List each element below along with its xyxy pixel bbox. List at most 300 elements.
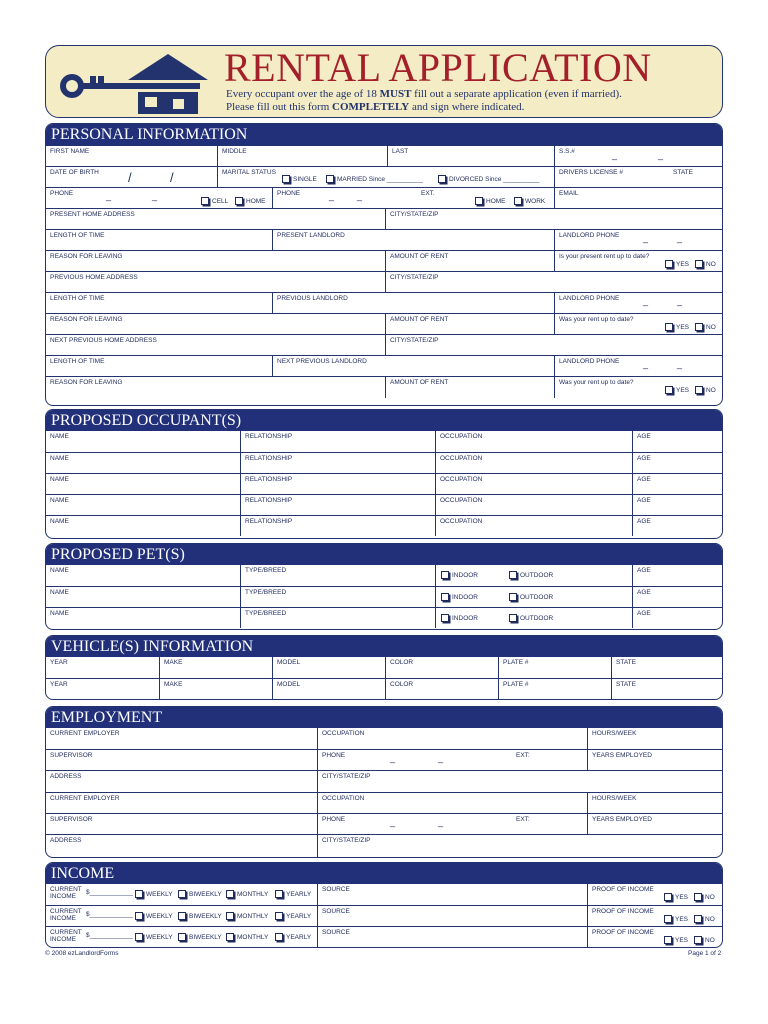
occupant-occupation-field-label: OCCUPATION <box>440 518 483 525</box>
checkbox-box[interactable] <box>509 571 517 579</box>
pet-age-field[interactable] <box>632 565 723 586</box>
vehicle-model-field[interactable] <box>272 657 385 678</box>
present-address-field[interactable]: PRESENT HOME ADDRESS <box>50 211 135 218</box>
outdoor-checkbox[interactable] <box>509 571 553 579</box>
proof-yes-checkbox[interactable] <box>664 915 688 923</box>
pet-type-field-label: TYPE/BREED <box>245 610 287 617</box>
checkbox-box[interactable] <box>275 933 283 941</box>
checkbox-box[interactable] <box>664 893 672 901</box>
pet-age-field[interactable] <box>632 587 723 607</box>
employer-city-field-label: CITY/STATE/ZIP <box>322 837 371 844</box>
section-title: PERSONAL INFORMATION <box>46 124 722 145</box>
occupant-relationship-field[interactable] <box>240 474 435 494</box>
years-employed-field-label: YEARS EMPLOYED <box>592 752 652 759</box>
vehicle-year-field-label: YEAR <box>50 681 68 688</box>
biweekly-checkbox-label: BIWEEKLY <box>189 933 222 941</box>
pet-row <box>46 607 722 628</box>
pet-age-field-label: AGE <box>637 567 651 574</box>
occupant-occupation-field[interactable] <box>435 431 632 452</box>
checkbox-box[interactable] <box>694 893 702 901</box>
vehicle-color-field-label: COLOR <box>390 681 414 688</box>
occupant-name-field[interactable] <box>46 474 240 494</box>
vehicles-section <box>45 635 723 700</box>
outdoor-checkbox[interactable] <box>509 614 553 622</box>
section-title: EMPLOYMENT <box>46 707 722 728</box>
biweekly-checkbox[interactable] <box>178 933 222 941</box>
section-title: VEHICLE(S) INFORMATION <box>46 636 722 657</box>
occupant-occupation-field-label: OCCUPATION <box>440 433 483 440</box>
occupant-row <box>46 431 722 452</box>
proof-of-income-field-label: PROOF OF INCOME <box>592 929 654 936</box>
present-landlord-field[interactable]: PRESENT LANDLORD <box>272 230 554 250</box>
checkbox-box[interactable] <box>664 915 672 923</box>
drivers-license-field[interactable]: DRIVERS LICENSE # STATE <box>554 167 723 187</box>
occupant-age-field[interactable] <box>632 431 723 452</box>
proof-no-checkbox[interactable] <box>694 915 715 923</box>
employer-field[interactable] <box>46 728 317 749</box>
occupant-name-field[interactable] <box>46 453 240 473</box>
previous-city-field[interactable]: CITY/STATE/ZIP <box>385 272 723 292</box>
form-header <box>45 45 723 118</box>
employer-field[interactable] <box>46 793 317 813</box>
previous-reason-field[interactable]: REASON FOR LEAVING <box>50 316 123 323</box>
previous-address-row <box>46 271 722 292</box>
occupant-row <box>46 494 722 515</box>
yearly-checkbox-label: YEARLY <box>286 912 312 920</box>
employer-row <box>46 728 722 749</box>
proof-yes-checkbox-label: YES <box>675 915 689 923</box>
income-amount-line: $____________ <box>86 911 133 918</box>
indoor-checkbox-label: INDOOR <box>452 593 478 601</box>
proof-of-income-field[interactable] <box>587 884 723 905</box>
vehicle-row <box>46 657 722 678</box>
pet-name-field-label: NAME <box>50 589 69 596</box>
next-previous-reason-row <box>46 376 722 398</box>
next-previous-landlord-phone-field[interactable]: LANDLORD PHONE _ _ <box>554 356 723 376</box>
income-source-field[interactable] <box>317 884 587 905</box>
occupant-age-field[interactable] <box>632 495 723 515</box>
vehicle-model-field-label: MODEL <box>277 681 301 688</box>
pet-age-field[interactable] <box>632 608 723 628</box>
checkbox-box[interactable] <box>178 933 186 941</box>
employer-address-field-label: ADDRESS <box>50 773 82 780</box>
biweekly-checkbox[interactable] <box>178 912 222 920</box>
occupant-occupation-field-label: OCCUPATION <box>440 455 483 462</box>
vehicle-year-field-label: YEAR <box>50 659 68 666</box>
biweekly-checkbox-label: BIWEEKLY <box>189 890 222 898</box>
pet-age-field-label: AGE <box>637 610 651 617</box>
work-checkbox[interactable]: WORK <box>514 197 545 205</box>
vehicle-row <box>46 678 722 699</box>
checkbox-box[interactable] <box>275 890 283 898</box>
income-row <box>46 884 722 905</box>
monthly-checkbox[interactable] <box>226 890 268 898</box>
previous-length-field[interactable]: LENGTH OF TIME <box>50 295 105 302</box>
present-uptodate-field: Is your present rent up to date? YES NO <box>554 251 723 271</box>
indoor-checkbox-label: INDOOR <box>452 614 478 622</box>
employment-occupation-field-label: OCCUPATION <box>322 795 365 802</box>
vehicle-state-field[interactable] <box>611 657 723 678</box>
yearly-checkbox-label: YEARLY <box>286 933 312 941</box>
employer-field-label: CURRENT EMPLOYER <box>50 795 120 802</box>
occupant-age-field[interactable] <box>632 516 723 536</box>
supervisor-row <box>46 813 722 834</box>
employer-address-row <box>46 770 722 792</box>
proof-yes-checkbox-label: YES <box>675 936 689 944</box>
proof-no-checkbox-label: NO <box>705 936 715 944</box>
pet-row <box>46 586 722 607</box>
previous-reason-row <box>46 313 722 334</box>
occupant-age-field[interactable] <box>632 453 723 473</box>
key-house-logo <box>58 52 223 114</box>
years-employed-field[interactable] <box>587 814 723 834</box>
income-source-field-label: SOURCE <box>322 886 350 893</box>
occupant-age-field-label: AGE <box>637 497 651 504</box>
occupant-relationship-field[interactable] <box>240 453 435 473</box>
indoor-checkbox-label: INDOOR <box>452 571 478 579</box>
supervisor-row <box>46 749 722 770</box>
employer-row <box>46 792 722 813</box>
occupant-row <box>46 473 722 494</box>
supervisor-field[interactable] <box>46 814 317 834</box>
name-row <box>46 145 722 166</box>
vehicle-color-field-label: COLOR <box>390 659 414 666</box>
section-title: PROPOSED OCCUPANT(S) <box>46 410 722 431</box>
income-amount-line: $____________ <box>86 889 133 896</box>
current-income-field[interactable] <box>46 884 317 905</box>
next-previous-rent-field[interactable]: AMOUNT OF RENT <box>385 377 554 398</box>
employer-phone-field[interactable] <box>317 814 587 834</box>
checkbox-box[interactable] <box>226 890 234 898</box>
phone-dash: _ <box>438 753 444 763</box>
checkbox-box[interactable] <box>178 890 186 898</box>
pet-type-field-label: TYPE/BREED <box>245 567 287 574</box>
present-landlord-phone-field[interactable]: LANDLORD PHONE _ _ <box>554 230 723 250</box>
years-employed-field[interactable] <box>587 750 723 770</box>
email-field[interactable]: EMAIL <box>554 188 723 208</box>
second-phone-field[interactable]: PHONE _ _ EXT. HOME WORK <box>272 188 554 208</box>
employer-address-row <box>46 834 722 857</box>
pet-name-field-label: NAME <box>50 610 69 617</box>
hours-week-field[interactable] <box>587 728 723 749</box>
proof-of-income-field-label: PROOF OF INCOME <box>592 886 654 893</box>
employer-field-label: CURRENT EMPLOYER <box>50 730 120 737</box>
pet-location-field[interactable] <box>435 608 632 628</box>
checkbox-box[interactable] <box>694 936 702 944</box>
phone-dash: _ <box>438 817 444 827</box>
pet-row <box>46 565 722 586</box>
previous-rent-field[interactable]: AMOUNT OF RENT <box>385 314 554 334</box>
checkbox-box[interactable] <box>135 890 143 898</box>
checkbox-box[interactable] <box>509 593 517 601</box>
vehicle-make-field[interactable] <box>159 657 272 678</box>
weekly-checkbox-label: WEEKLY <box>146 933 173 941</box>
cell-checkbox[interactable]: CELL <box>201 197 228 205</box>
occupant-name-field-label: NAME <box>50 433 69 440</box>
present-reason-field[interactable]: REASON FOR LEAVING <box>50 253 123 260</box>
checkbox-box[interactable] <box>509 614 517 622</box>
present-length-field[interactable]: LENGTH OF TIME <box>50 232 105 239</box>
proof-yes-checkbox-label: YES <box>675 893 689 901</box>
indoor-checkbox[interactable] <box>441 571 478 579</box>
marital-status-field: MARITAL STATUS SINGLE MARRIED Since __________ DIVORCED Since __________ <box>217 167 554 187</box>
years-employed-field-label: YEARS EMPLOYED <box>592 816 652 823</box>
hours-week-field-label: HOURS/WEEK <box>592 795 637 802</box>
current-income-field-label: INCOME <box>50 915 76 922</box>
indoor-checkbox[interactable] <box>441 593 478 601</box>
occupant-age-field[interactable] <box>632 474 723 494</box>
income-row <box>46 905 722 926</box>
employer-city-field[interactable] <box>317 771 723 792</box>
income-row <box>46 926 722 947</box>
proof-no-checkbox[interactable] <box>694 936 715 944</box>
previous-landlord-phone-field[interactable]: LANDLORD PHONE _ _ <box>554 293 723 313</box>
proof-of-income-field-label: PROOF OF INCOME <box>592 908 654 915</box>
employer-phone-field-label: PHONE <box>322 752 346 759</box>
income-amount-line: $____________ <box>86 932 133 939</box>
outdoor-checkbox-label: OUTDOOR <box>520 614 554 622</box>
pet-location-field[interactable] <box>435 587 632 607</box>
supervisor-field-label: SUPERVISOR <box>50 752 93 759</box>
pet-name-field[interactable] <box>46 587 240 607</box>
employer-phone-field-label: PHONE <box>322 816 346 823</box>
previous-landlord-field[interactable]: PREVIOUS LANDLORD <box>272 293 554 313</box>
weekly-checkbox[interactable] <box>135 933 173 941</box>
divorced-checkbox[interactable]: DIVORCED Since __________ <box>438 175 539 183</box>
pet-name-field[interactable] <box>46 608 240 628</box>
vehicle-color-field[interactable] <box>385 657 498 678</box>
checkbox-box[interactable] <box>441 593 449 601</box>
yearly-checkbox[interactable] <box>275 933 311 941</box>
copyright-text: © 2008 ezLandlordForms <box>45 950 119 957</box>
occupant-name-field[interactable] <box>46 495 240 515</box>
vehicle-state-field-label: STATE <box>616 681 636 688</box>
section-title: PROPOSED PET(S) <box>46 544 722 565</box>
employment-occupation-field[interactable] <box>317 728 587 749</box>
occupant-relationship-field[interactable] <box>240 431 435 452</box>
income-section <box>45 862 723 948</box>
supervisor-field[interactable] <box>46 750 317 770</box>
biweekly-checkbox[interactable] <box>178 890 222 898</box>
vehicle-make-field-label: MAKE <box>164 681 183 688</box>
home-checkbox-2[interactable]: HOME <box>475 197 506 205</box>
yearly-checkbox[interactable] <box>275 912 311 920</box>
present-rent-field[interactable]: AMOUNT OF RENT <box>385 251 554 271</box>
biweekly-checkbox-label: BIWEEKLY <box>189 912 222 920</box>
section-title: INCOME <box>46 863 722 884</box>
present-landlord-row <box>46 229 722 250</box>
vehicle-make-field[interactable] <box>159 679 272 699</box>
employer-city-field[interactable] <box>317 835 723 857</box>
hours-week-field[interactable] <box>587 793 723 813</box>
previous-uptodate-field: Was your rent up to date? YES NO <box>554 314 723 334</box>
next-previous-address-row <box>46 334 722 355</box>
pet-type-field-label: TYPE/BREED <box>245 589 287 596</box>
proposed-occupants-section <box>45 409 723 539</box>
employment-section <box>45 706 723 858</box>
present-yes-checkbox[interactable]: YES <box>665 260 689 268</box>
outdoor-checkbox-label: OUTDOOR <box>520 593 554 601</box>
single-checkbox[interactable]: SINGLE <box>282 175 317 183</box>
occupant-age-field-label: AGE <box>637 455 651 462</box>
outdoor-checkbox-label: OUTDOOR <box>520 571 554 579</box>
income-source-field[interactable] <box>317 906 587 926</box>
monthly-checkbox-label: MONTHLY <box>237 912 269 920</box>
previous-landlord-row <box>46 292 722 313</box>
page-number: Page 1 of 2 <box>688 950 722 957</box>
present-city-field[interactable]: CITY/STATE/ZIP <box>385 209 723 229</box>
occupant-age-field-label: AGE <box>637 433 651 440</box>
current-income-field-label: CURRENT <box>50 886 82 893</box>
first-name-field[interactable]: FIRST NAME <box>50 148 90 155</box>
pet-type-field[interactable] <box>240 565 435 586</box>
married-checkbox[interactable]: MARRIED Since __________ <box>326 175 423 183</box>
next-previous-yes-checkbox[interactable]: YES <box>665 386 689 394</box>
checkbox-box[interactable] <box>441 571 449 579</box>
occupant-occupation-field[interactable] <box>435 516 632 536</box>
proof-of-income-field[interactable] <box>587 906 723 926</box>
form-title: RENTAL APPLICATION <box>224 45 652 90</box>
occupant-occupation-field[interactable] <box>435 495 632 515</box>
next-previous-no-checkbox[interactable]: NO <box>695 386 716 394</box>
checkbox-box[interactable] <box>226 912 234 920</box>
vehicle-plate-field-label: PLATE # <box>503 659 529 666</box>
occupant-occupation-field[interactable] <box>435 453 632 473</box>
home-checkbox[interactable]: HOME <box>235 197 266 205</box>
last-name-field[interactable]: LAST <box>387 146 554 166</box>
occupant-name-field-label: NAME <box>50 476 69 483</box>
vehicle-model-field[interactable] <box>272 679 385 699</box>
occupant-occupation-field-label: OCCUPATION <box>440 476 483 483</box>
occupant-occupation-field[interactable] <box>435 474 632 494</box>
hours-week-field-label: HOURS/WEEK <box>592 730 637 737</box>
occupant-age-field-label: AGE <box>637 518 651 525</box>
employer-address-field[interactable] <box>46 771 317 792</box>
current-income-field[interactable] <box>46 927 317 947</box>
vehicle-make-field-label: MAKE <box>164 659 183 666</box>
pet-type-field[interactable] <box>240 587 435 607</box>
occupant-relationship-field-label: RELATIONSHIP <box>245 518 293 525</box>
occupant-name-field-label: NAME <box>50 497 69 504</box>
checkbox-box[interactable] <box>226 933 234 941</box>
phone-field[interactable]: PHONE _ _ CELL HOME <box>50 190 266 205</box>
current-income-field[interactable] <box>46 906 317 926</box>
phone-dash: _ <box>390 753 396 763</box>
occupant-relationship-field-label: RELATIONSHIP <box>245 455 293 462</box>
checkbox-box[interactable] <box>664 936 672 944</box>
monthly-checkbox[interactable] <box>226 912 268 920</box>
checkbox-box[interactable] <box>135 912 143 920</box>
proof-yes-checkbox[interactable] <box>664 936 688 944</box>
occupant-relationship-field-label: RELATIONSHIP <box>245 433 293 440</box>
next-previous-landlord-row <box>46 355 722 376</box>
occupant-relationship-field-label: RELATIONSHIP <box>245 497 293 504</box>
next-previous-address-field[interactable]: NEXT PREVIOUS HOME ADDRESS <box>50 337 157 344</box>
next-previous-landlord-field[interactable]: NEXT PREVIOUS LANDLORD <box>272 356 554 376</box>
income-source-field-label: SOURCE <box>322 908 350 915</box>
proof-no-checkbox-label: NO <box>705 915 715 923</box>
income-source-field[interactable] <box>317 927 587 947</box>
proof-of-income-field[interactable] <box>587 927 723 947</box>
employer-phone-field-label: EXT: <box>516 816 530 823</box>
weekly-checkbox[interactable] <box>135 912 173 920</box>
pet-location-field[interactable] <box>435 565 632 586</box>
present-no-checkbox[interactable]: NO <box>695 260 716 268</box>
employer-address-field[interactable] <box>46 835 317 857</box>
previous-yes-checkbox[interactable]: YES <box>665 323 689 331</box>
weekly-checkbox-label: WEEKLY <box>146 890 173 898</box>
occupant-relationship-field-label: RELATIONSHIP <box>245 476 293 483</box>
occupant-relationship-field[interactable] <box>240 495 435 515</box>
checkbox-box[interactable] <box>694 915 702 923</box>
yearly-checkbox-label: YEARLY <box>286 890 312 898</box>
current-income-field-label: INCOME <box>50 893 76 900</box>
outdoor-checkbox[interactable] <box>509 593 553 601</box>
form-instructions: Every occupant over the age of 18 MUST fill out a separate application (even if married). Please fill out this form COMPLETELY and sign where indicated. <box>226 88 622 113</box>
occupant-name-field[interactable] <box>46 431 240 452</box>
income-source-field-label: SOURCE <box>322 929 350 936</box>
yearly-checkbox[interactable] <box>275 890 311 898</box>
proof-no-checkbox-label: NO <box>705 893 715 901</box>
indoor-checkbox[interactable] <box>441 614 478 622</box>
employment-occupation-field-label: OCCUPATION <box>322 730 365 737</box>
occupant-relationship-field[interactable] <box>240 516 435 536</box>
personal-information-section <box>45 123 723 406</box>
vehicle-plate-field[interactable] <box>498 657 611 678</box>
current-income-field-label: CURRENT <box>50 929 82 936</box>
pet-name-field[interactable] <box>46 565 240 586</box>
weekly-checkbox[interactable] <box>135 890 173 898</box>
checkbox-box[interactable] <box>178 912 186 920</box>
vehicle-year-field[interactable] <box>46 657 159 678</box>
next-previous-city-field[interactable]: CITY/STATE/ZIP <box>385 335 723 355</box>
vehicle-model-field-label: MODEL <box>277 659 301 666</box>
vehicle-state-field[interactable] <box>611 679 723 699</box>
proposed-pets-section <box>45 543 723 630</box>
present-address-row <box>46 208 722 229</box>
next-previous-length-field[interactable]: LENGTH OF TIME <box>50 358 105 365</box>
next-previous-uptodate-field: Was your rent up to date? YES NO <box>554 377 723 398</box>
vehicle-plate-field-label: PLATE # <box>503 681 529 688</box>
middle-name-field[interactable]: MIDDLE <box>217 146 387 166</box>
dob-field[interactable]: DATE OF BIRTH / / <box>50 169 174 185</box>
proof-yes-checkbox[interactable] <box>664 893 688 901</box>
vehicle-color-field[interactable] <box>385 679 498 699</box>
vehicle-year-field[interactable] <box>46 679 159 699</box>
occupant-name-field-label: NAME <box>50 518 69 525</box>
current-income-field-label: INCOME <box>50 936 76 943</box>
dob-row <box>46 166 722 187</box>
employer-phone-field[interactable] <box>317 750 587 770</box>
previous-address-field[interactable]: PREVIOUS HOME ADDRESS <box>50 274 138 281</box>
next-previous-reason-field[interactable]: REASON FOR LEAVING <box>50 379 123 386</box>
occupant-row <box>46 452 722 473</box>
checkbox-box[interactable] <box>135 933 143 941</box>
proof-no-checkbox[interactable] <box>694 893 715 901</box>
previous-no-checkbox[interactable]: NO <box>695 323 716 331</box>
vehicle-plate-field[interactable] <box>498 679 611 699</box>
pet-name-field-label: NAME <box>50 567 69 574</box>
ssn-field[interactable]: S.S.# _ _ <box>554 146 723 166</box>
monthly-checkbox[interactable] <box>226 933 268 941</box>
employment-occupation-field[interactable] <box>317 793 587 813</box>
occupant-name-field[interactable] <box>46 516 240 536</box>
employer-address-field-label: ADDRESS <box>50 837 82 844</box>
pet-type-field[interactable] <box>240 608 435 628</box>
checkbox-box[interactable] <box>441 614 449 622</box>
pet-age-field-label: AGE <box>637 589 651 596</box>
checkbox-box[interactable] <box>275 912 283 920</box>
